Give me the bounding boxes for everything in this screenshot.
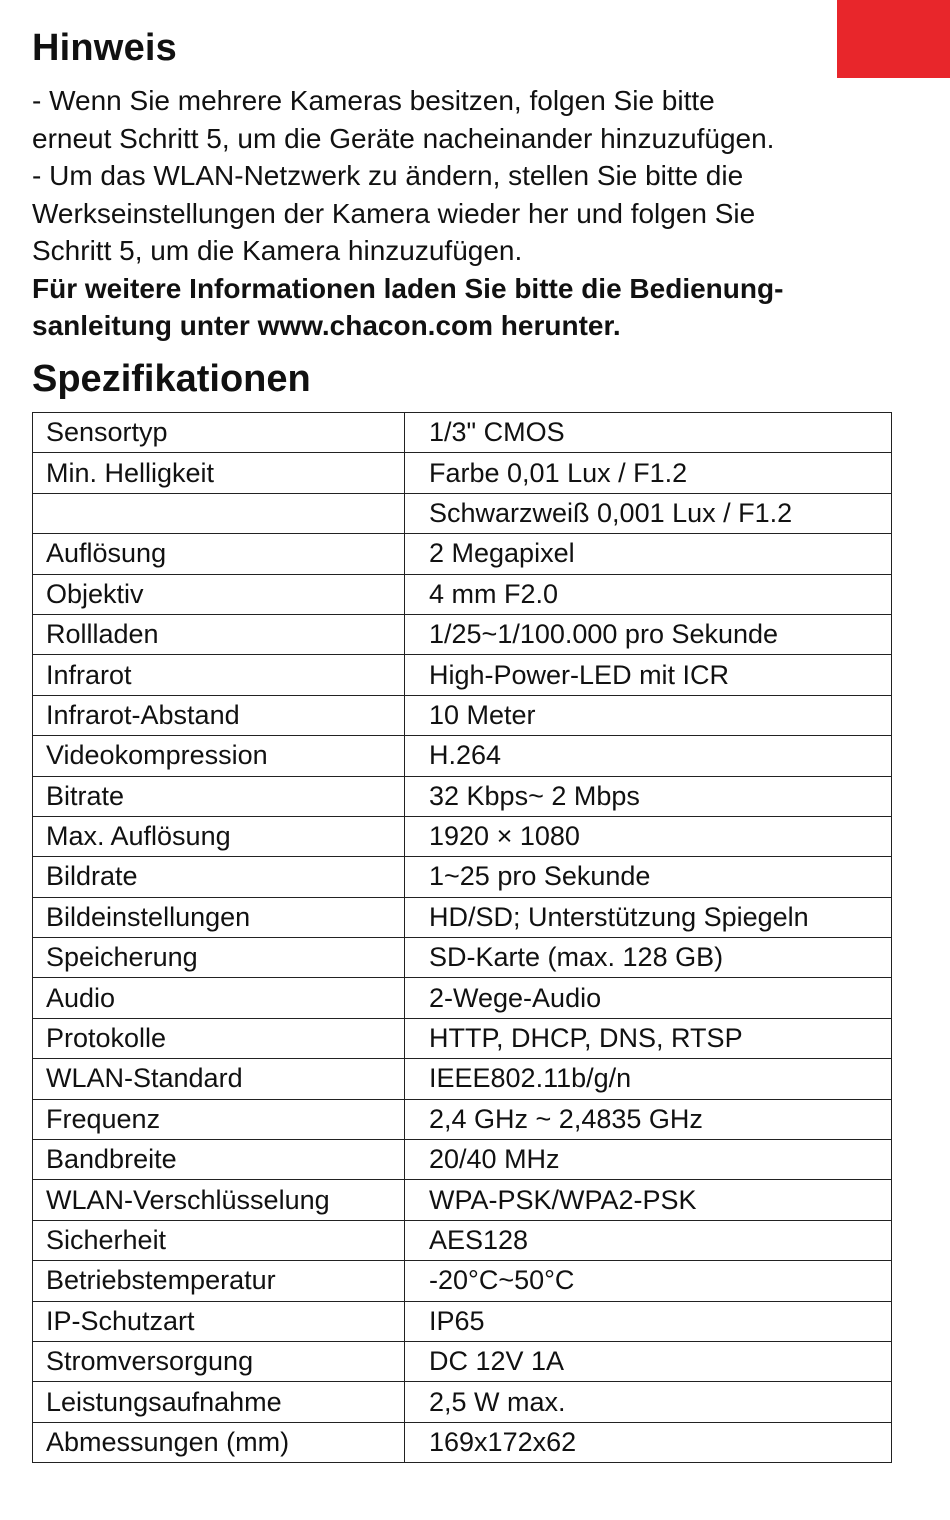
spec-table <box>32 412 892 1463</box>
spec-row <box>33 453 892 493</box>
spec-row <box>33 978 892 1018</box>
spec-label: Bandbreite <box>33 1140 405 1180</box>
spec-label: Speicherung <box>33 938 405 978</box>
spec-value: 1920 × 1080 <box>405 816 892 856</box>
spec-value: 169x172x62 <box>405 1422 892 1462</box>
spec-value: WPA-PSK/WPA2-PSK <box>405 1180 892 1220</box>
spec-row <box>33 695 892 735</box>
spec-value: SD-Karte (max. 128 GB) <box>405 938 892 978</box>
spec-row <box>33 1261 892 1301</box>
spec-row <box>33 1220 892 1260</box>
spec-value: H.264 <box>405 736 892 776</box>
hinweis-line: erneut Schritt 5, um die Geräte nacheinander hinzuzufügen. <box>32 122 775 154</box>
spec-label: Protokolle <box>33 1018 405 1058</box>
spec-label: Sicherheit <box>33 1220 405 1260</box>
hinweis-line: - Um das WLAN-Netzwerk zu ändern, stellen Sie bitte die <box>32 160 744 191</box>
spec-value: Schwarzweiß 0,001 Lux / F1.2 <box>405 493 892 533</box>
spec-value: 1/3" CMOS <box>405 413 892 453</box>
spec-row <box>33 614 892 654</box>
spec-label: Abmessungen (mm) <box>33 1422 405 1462</box>
spec-value: HTTP, DHCP, DNS, RTSP <box>405 1018 892 1058</box>
spec-label: Betriebstemperatur <box>33 1261 405 1301</box>
spec-value: 1~25 pro Sekunde <box>405 857 892 897</box>
spec-value: 4 mm F2.0 <box>405 574 892 614</box>
spec-row <box>33 493 892 533</box>
spec-row <box>33 1301 892 1341</box>
spec-value: -20°C~50°C <box>405 1261 892 1301</box>
spec-value: 2 Megapixel <box>405 534 892 574</box>
spec-value: AES128 <box>405 1220 892 1260</box>
spec-row <box>33 574 892 614</box>
spec-label: Auflösung <box>33 534 405 574</box>
spec-table-body <box>33 413 892 1463</box>
spec-label: Infrarot <box>33 655 405 695</box>
spezifikationen-heading: Spezifikationen <box>32 357 311 400</box>
spec-label: IP-Schutzart <box>33 1301 405 1341</box>
spec-label: Videokompression <box>33 736 405 776</box>
spec-label: Frequenz <box>33 1099 405 1139</box>
hinweis-line: - Wenn Sie mehrere Kameras besitzen, folgen Sie bitte <box>32 85 715 116</box>
spec-value: IEEE802.11b/g/n <box>405 1059 892 1099</box>
spec-row <box>33 534 892 574</box>
spec-label: Rollladen <box>33 614 405 654</box>
spec-label: Bitrate <box>33 776 405 816</box>
spec-value: 2-Wege-Audio <box>405 978 892 1018</box>
spec-row <box>33 1140 892 1180</box>
more-info-text <box>32 270 902 345</box>
spec-row <box>33 1382 892 1422</box>
spec-label <box>33 493 405 533</box>
spec-row <box>33 413 892 453</box>
spec-row <box>33 1059 892 1099</box>
spec-row <box>33 1099 892 1139</box>
hinweis-text <box>32 82 902 270</box>
spec-label: Bildrate <box>33 857 405 897</box>
spec-row <box>33 655 892 695</box>
spec-row <box>33 897 892 937</box>
spec-label: Sensortyp <box>33 413 405 453</box>
spec-label: Objektiv <box>33 574 405 614</box>
spec-value: 32 Kbps~ 2 Mbps <box>405 776 892 816</box>
spec-row <box>33 1180 892 1220</box>
more-info-line: Für weitere Informationen laden Sie bitte die Bedienung- <box>32 272 784 304</box>
spec-label: WLAN-Verschlüsselung <box>33 1180 405 1220</box>
hinweis-line: Schritt 5, um die Kamera hinzuzufügen. <box>32 235 523 266</box>
spec-value: Farbe 0,01 Lux / F1.2 <box>405 453 892 493</box>
spec-row <box>33 1018 892 1058</box>
spec-value: 2,5 W max. <box>405 1382 892 1422</box>
spec-value: 2,4 GHz ~ 2,4835 GHz <box>405 1099 892 1139</box>
spec-label: Audio <box>33 978 405 1018</box>
document-body <box>32 22 902 407</box>
spec-row <box>33 938 892 978</box>
spec-row <box>33 816 892 856</box>
spec-value: High-Power-LED mit ICR <box>405 655 892 695</box>
spec-value: 1/25~1/100.000 pro Sekunde <box>405 614 892 654</box>
spec-value: IP65 <box>405 1301 892 1341</box>
spec-value: 10 Meter <box>405 695 892 735</box>
spec-label: Infrarot-Abstand <box>33 695 405 735</box>
spec-row <box>33 1422 892 1462</box>
spec-label: Max. Auflösung <box>33 816 405 856</box>
spec-label: Leistungsaufnahme <box>33 1382 405 1422</box>
spec-value: DC 12V 1A <box>405 1341 892 1381</box>
hinweis-line: Werkseinstellungen der Kamera wieder her und folgen Sie <box>32 197 756 229</box>
spec-row <box>33 776 892 816</box>
spec-label: Min. Helligkeit <box>33 453 405 493</box>
spec-label: Stromversorgung <box>33 1341 405 1381</box>
spec-value: HD/SD; Unterstützung Spiegeln <box>405 897 892 937</box>
more-info-line: sanleitung unter www.chacon.com herunter. <box>32 310 621 341</box>
hinweis-heading: Hinweis <box>32 27 177 69</box>
spec-label: WLAN-Standard <box>33 1059 405 1099</box>
spec-row <box>33 857 892 897</box>
spec-row <box>33 736 892 776</box>
spec-label: Bildeinstellungen <box>33 897 405 937</box>
spec-value: 20/40 MHz <box>405 1140 892 1180</box>
spec-row <box>33 1341 892 1381</box>
